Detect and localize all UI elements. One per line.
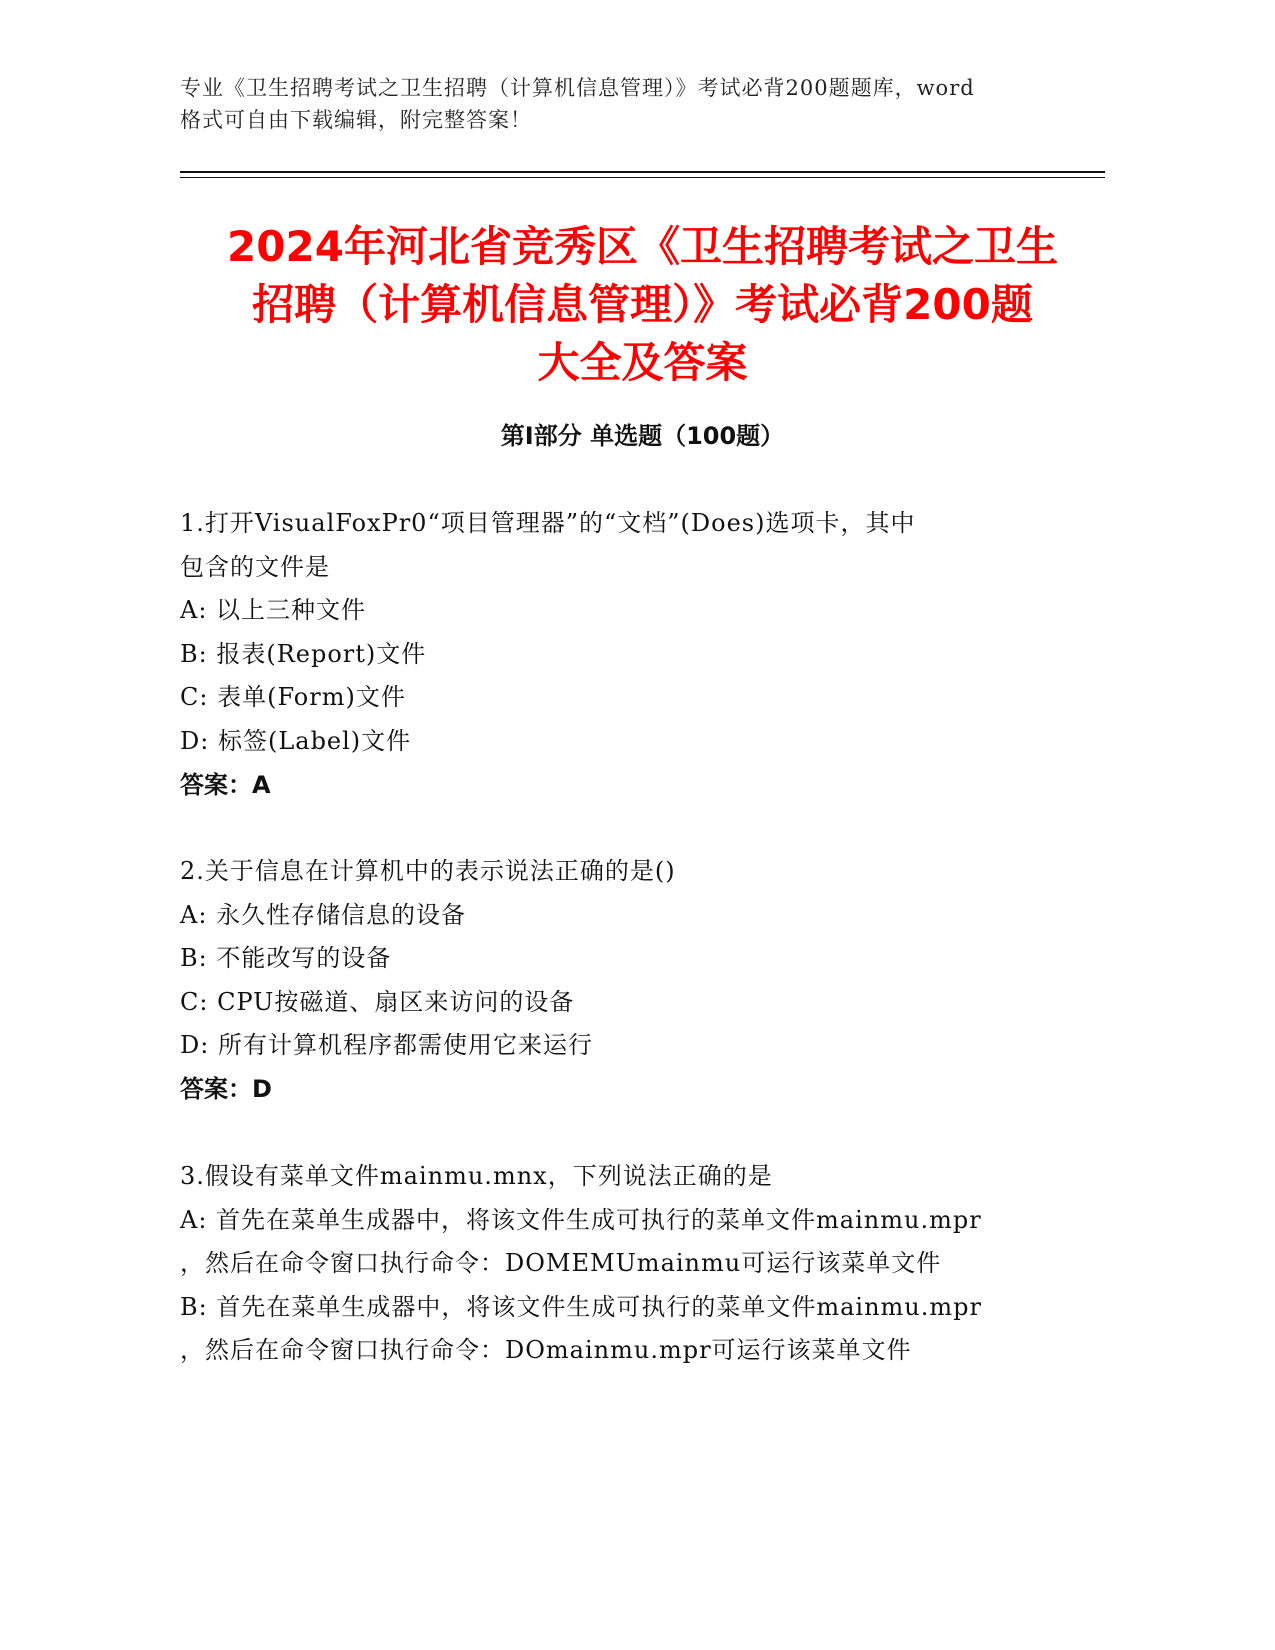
document-title-line-3: 大全及答案 [537,338,748,387]
option-c: C: CPU按磁道、扇区来访问的设备 [180,987,575,1016]
question-2 [180,850,1105,1112]
header-note [180,72,1060,136]
question-stem: 包含的文件是 [180,552,330,581]
option-b: B: 不能改写的设备 [180,944,392,973]
answer-label: 答案：D [180,1074,272,1103]
option-d: D: 所有计算机程序都需使用它来运行 [180,1031,593,1060]
option-b-continued: ，然后在命令窗口执行命令：DOmainmu.mpr可运行该菜单文件 [180,1336,912,1365]
question-stem: 2.关于信息在计算机中的表示说法正确的是() [180,857,676,885]
option-a: A: 永久性存储信息的设备 [180,900,467,929]
document-title [180,218,1105,392]
document-title-line-1: 2024年河北省竞秀区《卫生招聘考试之卫生 [227,222,1058,271]
header-divider-thick [180,171,1105,173]
option-a: A: 首先在菜单生成器中，将该文件生成可执行的菜单文件mainmu.mpr [180,1205,982,1234]
header-note-line-1: 专业《卫生招聘考试之卫生招聘（计算机信息管理）》考试必背200题题库，word [180,76,975,100]
header-note-line-2: 格式可自由下载编辑，附完整答案！ [180,108,532,132]
option-a: A: 以上三种文件 [180,596,367,625]
option-b: B: 报表(Report)文件 [180,639,427,668]
option-b: B: 首先在菜单生成器中，将该文件生成可执行的菜单文件mainmu.mpr [180,1292,982,1321]
option-a-continued: ，然后在命令窗口执行命令：DOMEMUmainmu可运行该菜单文件 [180,1249,942,1278]
question-stem: 3.假设有菜单文件mainmu.mnx，下列说法正确的是 [180,1162,773,1190]
document-title-line-2: 招聘（计算机信息管理）》考试必背200题 [252,280,1033,329]
section-title: 第Ⅰ部分 单选题（100题） [500,422,785,450]
option-c: C: 表单(Form)文件 [180,683,406,712]
question-1 [180,502,1105,807]
question-stem: 1.打开VisualFoxPr0“项目管理器”的“文档”(Does)选项卡，其中 [180,509,916,537]
question-3 [180,1155,1105,1373]
answer-label: 答案：A [180,770,271,799]
header-divider-thin [180,177,1105,178]
option-d: D: 标签(Label)文件 [180,726,412,755]
